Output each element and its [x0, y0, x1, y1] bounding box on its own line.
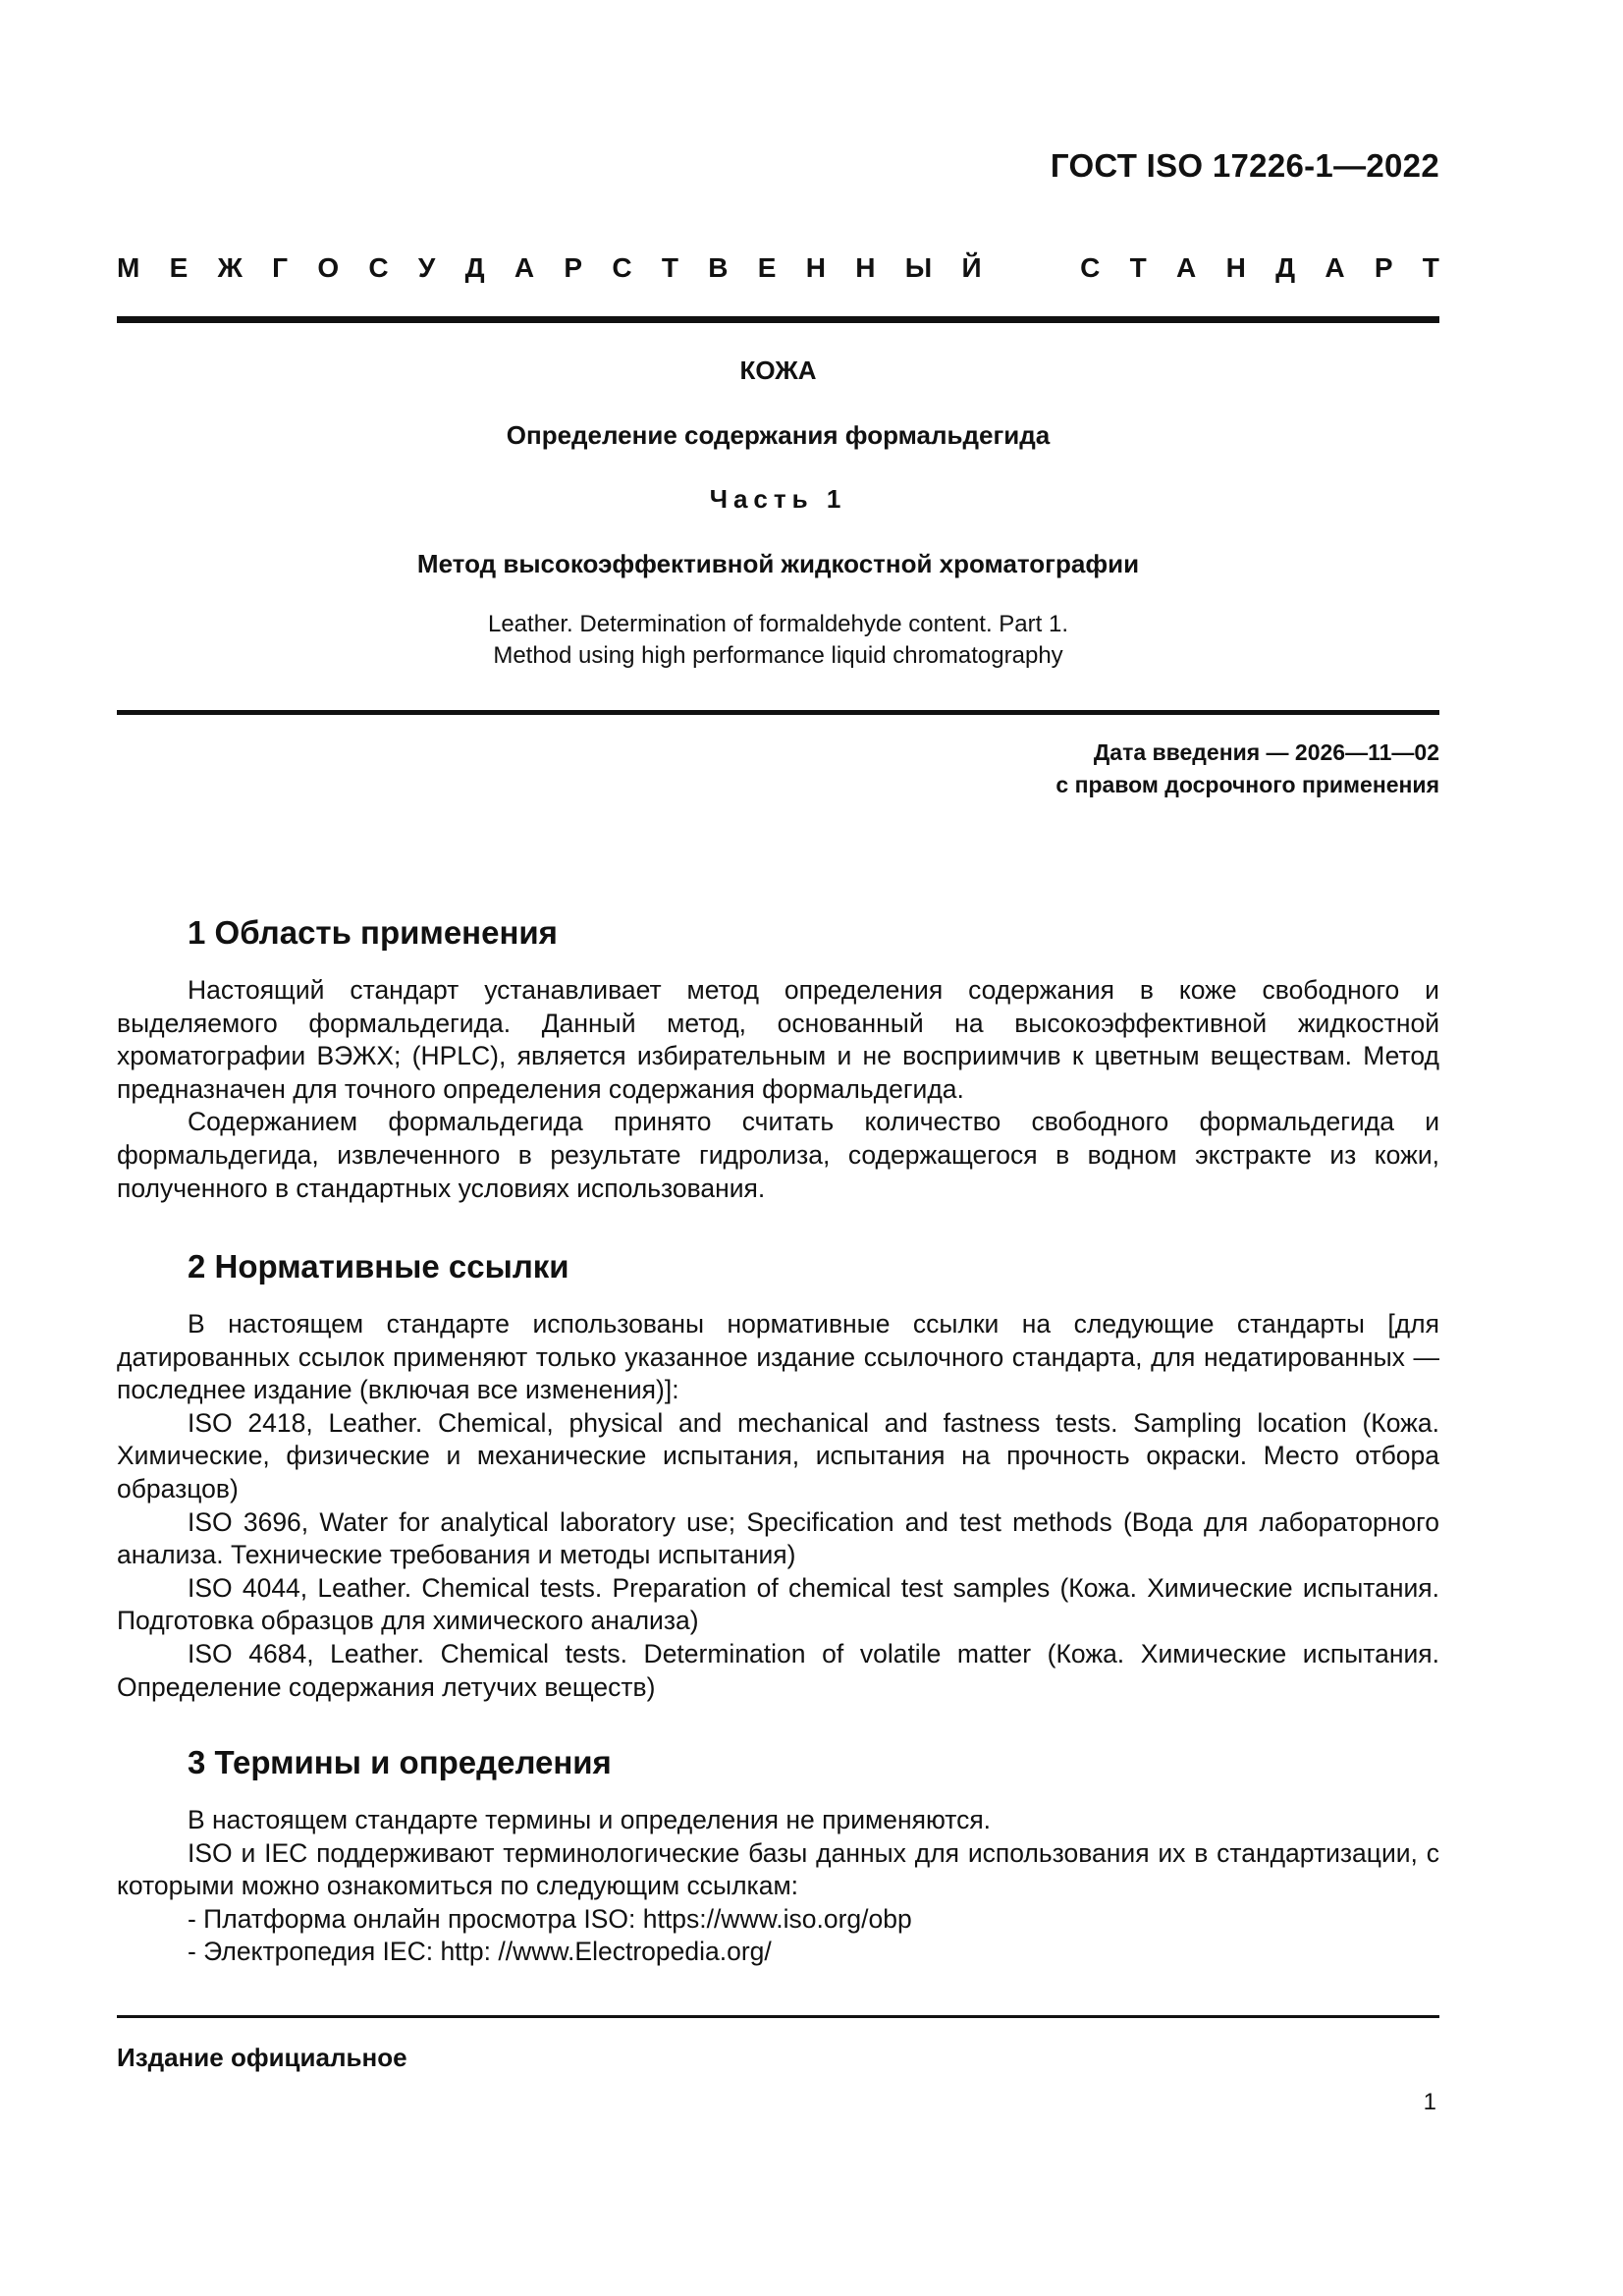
- heading-letter: Н: [805, 252, 826, 283]
- section-heading: 1 Область применения: [188, 914, 558, 951]
- document-part: Часть 1: [709, 484, 847, 514]
- heading-letter: Ы: [904, 252, 933, 283]
- introduction-date-block: [1055, 737, 1439, 801]
- document-title: КОЖА: [739, 355, 817, 385]
- heading-letter: Т: [661, 252, 678, 283]
- english-title: [117, 609, 1439, 672]
- reference-item: ISO 2418, Leather. Chemical, physical and mechanical and fastness tests. Sampling location (Кожа. Химические, физические и механические испытания, испытания на прочность окраски. Место отбора образцов): [117, 1407, 1439, 1503]
- english-title-line-2: Method using high performance liquid chromatography: [493, 642, 1063, 669]
- heading-letter: Р: [564, 252, 583, 283]
- section-heading: 3 Термины и определения: [188, 1744, 612, 1780]
- reference-item: ISO 4684, Leather. Chemical tests. Determination of volatile matter (Кожа. Химические испытания. Определение содержания летучих веществ): [117, 1638, 1439, 1702]
- paragraph: В настоящем стандарте термины и определения не применяются.: [188, 1805, 992, 1834]
- heading-letter: А: [514, 252, 535, 283]
- document-subtitle: Определение содержания формальдегида: [506, 420, 1051, 450]
- heading-letter: С: [368, 252, 389, 283]
- interstate-standard-heading: [117, 252, 1439, 288]
- paragraph: Настоящий стандарт устанавливает метод определения содержания в коже свободного и выделяемого формальдегида. Данный метод, основанный на высокоэффективной жидкостной хроматографии ВЭЖХ; (HPLC), является избирательным и не восприимчив к цветным веществам. Метод предназначен для точного определения содержания формальдегида.: [117, 975, 1439, 1104]
- heading-letter: С: [612, 252, 632, 283]
- heading-letter: Н: [855, 252, 876, 283]
- footer-divider: [117, 2015, 1439, 2018]
- heading-letter: А: [1176, 252, 1197, 283]
- section-normative-references: [117, 1247, 1439, 1704]
- heading-letter: У: [417, 252, 436, 283]
- heading-letter: М: [117, 252, 140, 283]
- list-item-electropedia: - Электропедия IEC: http: //www.Electropedia.org/: [188, 1937, 772, 1967]
- document-method: Метод высокоэффективной жидкостной хроматографии: [416, 549, 1140, 578]
- list-item-iso-obp: - Платформа онлайн просмотра ISO: https://www.iso.org/obp: [188, 1903, 912, 1934]
- heading-letter: С: [1080, 252, 1101, 283]
- header-divider: [117, 316, 1439, 323]
- heading-letter: Н: [1225, 252, 1246, 283]
- official-edition-label: Издание официальное: [117, 2043, 407, 2072]
- heading-letter: Й: [961, 252, 982, 283]
- heading-letter: Г: [272, 252, 289, 283]
- heading-letter: Д: [1275, 252, 1296, 283]
- heading-letter: Т: [1129, 252, 1147, 283]
- reference-item: ISO 4044, Leather. Chemical tests. Preparation of chemical test samples (Кожа. Химические испытания. Подготовка образцов для химического анализа): [117, 1572, 1439, 1636]
- heading-letter: А: [1325, 252, 1345, 283]
- standard-number: ГОСТ ISO 17226-1—2022: [1050, 147, 1439, 184]
- heading-letter: Т: [1422, 252, 1439, 283]
- word-gap: [1011, 252, 1051, 288]
- section-terms-definitions: [117, 1743, 1439, 1969]
- heading-letter: В: [708, 252, 729, 283]
- heading-letter: О: [317, 252, 340, 283]
- heading-letter: Д: [464, 252, 485, 283]
- heading-letter: Р: [1374, 252, 1393, 283]
- section-heading: 2 Нормативные ссылки: [188, 1248, 569, 1285]
- heading-letter: Е: [169, 252, 189, 283]
- english-title-line-1: Leather. Determination of formaldehyde content. Part 1.: [487, 611, 1068, 637]
- heading-letter: Ж: [217, 252, 243, 283]
- heading-letter: Е: [757, 252, 777, 283]
- introduction-date: Дата введения — 2026—11—02: [1093, 739, 1439, 765]
- reference-item: ISO 3696, Water for analytical laboratory use; Specification and test methods (Вода для лабораторного анализа. Технические требования и методы испытания): [117, 1506, 1439, 1570]
- section-scope: [117, 913, 1439, 1205]
- paragraph: Содержанием формальдегида принято считать количество свободного формальдегида и формальдегида, извлеченного в результате гидролиза, содержащегося в водном экстракте из кожи, полученного в стандартных условиях использования.: [117, 1107, 1439, 1203]
- page-number: 1: [1423, 2089, 1436, 2115]
- title-divider: [117, 710, 1439, 715]
- paragraph: ISO и IEC поддерживают терминологические базы данных для использования их в стандартизации, с которыми можно ознакомиться по следующим ссылкам:: [117, 1837, 1439, 1901]
- paragraph: В настоящем стандарте использованы нормативные ссылки на следующие стандарты [для датированных ссылок применяют только указанное издание ссылочного стандарта, для недатированных — последнее издание (включая все изменения)]:: [117, 1309, 1439, 1405]
- early-application-note: с правом досрочного применения: [1055, 772, 1439, 797]
